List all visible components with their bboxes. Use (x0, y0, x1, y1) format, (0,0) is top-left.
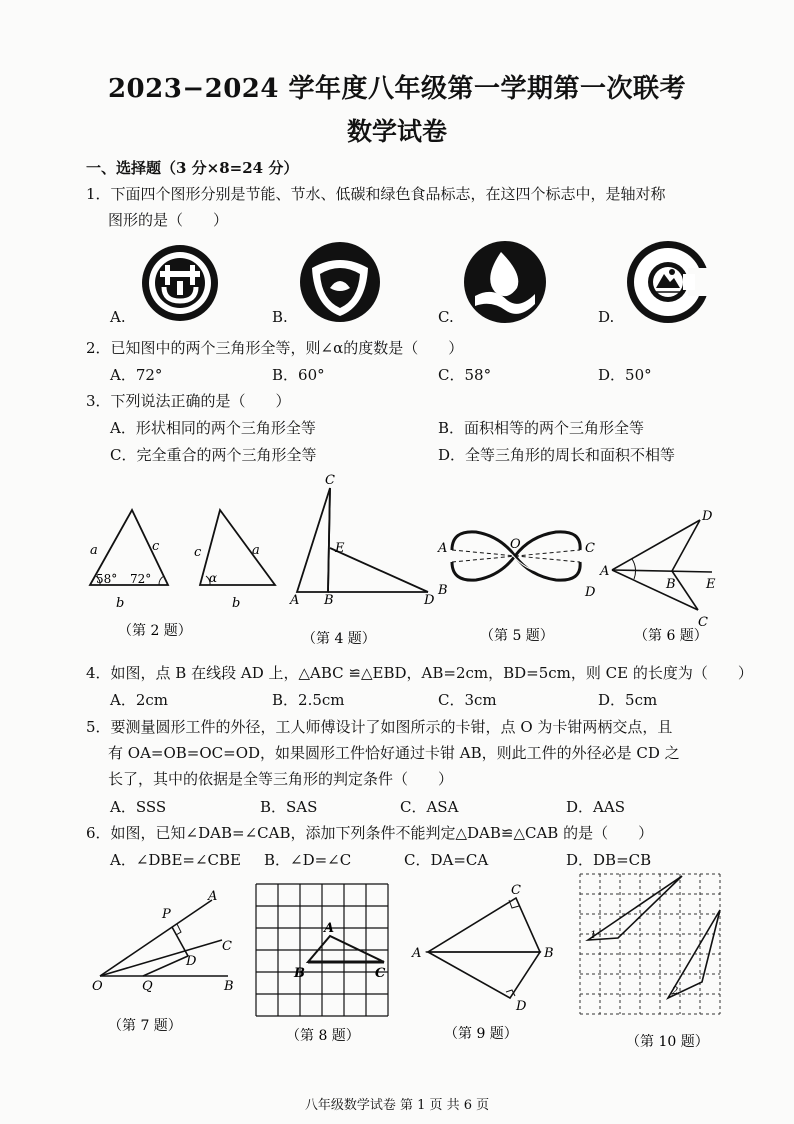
energy-saving-logo (142, 245, 218, 321)
fig8-a: A (324, 921, 335, 936)
fig4-caption: （第 4 题） (302, 631, 376, 647)
q4-option-b: B．2.5cm (272, 691, 345, 709)
fig2-a1: a (90, 543, 98, 558)
q5-line3: 长了，其中的依据是全等三角形的判定条件（ ） (108, 770, 454, 788)
fig7-o: O (92, 979, 103, 994)
q4-option-a: A．2cm (110, 691, 169, 709)
fig2-triangle-2 (194, 510, 275, 611)
fig6-d: D (702, 509, 713, 524)
fig5-d: D (585, 585, 596, 600)
fig6-a: A (600, 564, 610, 579)
fig2-triangle-1 (90, 510, 168, 611)
fig5-c: C (585, 541, 595, 556)
fig4-e: E (335, 541, 345, 556)
q1-line2: 图形的是（ ） (108, 211, 229, 229)
q5-option-b: B．SAS (260, 798, 318, 816)
fig9-b: B (544, 946, 554, 961)
q3-option-b: B．面积相等的两个三角形全等 (438, 419, 645, 437)
section-heading: 一、选择题（3 分×8=24 分） (86, 159, 299, 177)
q2-option-a: A．72° (110, 366, 163, 384)
fig5-a: A (438, 541, 448, 556)
fig2-a2: a (252, 543, 260, 558)
fig9-d: D (516, 999, 527, 1014)
q2-option-d: D．50° (598, 366, 652, 384)
q3-option-d: D．全等三角形的周长和面积不相等 (438, 446, 676, 464)
fig4-diagram (289, 473, 435, 608)
water-saving-logo (300, 242, 380, 322)
fig8-c: C (375, 966, 386, 981)
fig7-q: Q (142, 979, 153, 994)
fig6-b: B (666, 577, 676, 592)
fig9-caption: （第 9 题） (444, 1026, 518, 1042)
q6-option-a: A．∠DBE=∠CBE (110, 851, 241, 869)
fig8-caption: （第 8 题） (286, 1028, 360, 1044)
q1-option-b: B. (272, 308, 288, 326)
fig6-e: E (706, 577, 716, 592)
fig6-diagram (599, 509, 716, 630)
q4-stem: 4．如图，点 B 在线段 AD 上，△ABC ≌△EBD，AB=2cm，BD=5cm，则 CE 的长度为（ ） (86, 664, 753, 682)
q6-option-c: C．DA=CA (404, 851, 489, 869)
green-food-logo (627, 241, 712, 323)
exam-subtitle: 数学试卷 (346, 117, 447, 146)
fig7-a: A (208, 889, 218, 904)
fig7-c: C (222, 939, 232, 954)
fig7-caption: （第 7 题） (108, 1018, 182, 1034)
q5-option-d: D．AAS (566, 798, 625, 816)
fig7-p: P (162, 907, 171, 922)
fig7-b: B (224, 979, 234, 994)
q5-option-c: C．ASA (400, 798, 459, 816)
fig8-b: B (294, 966, 305, 981)
q5-line1: 5．要测量圆形工件的外径，工人师傅设计了如图所示的卡钳，点 O 为卡钳两柄交点，且 (86, 718, 673, 736)
fig6-c: C (698, 615, 708, 630)
fig10-angle-2: 2 (672, 986, 679, 997)
fig8-grid (256, 884, 388, 1016)
fig2-b2: b (232, 596, 241, 611)
fig9-c: C (511, 883, 521, 898)
fig2-angle-58: 58° (96, 572, 118, 586)
q3-option-c: C．完全重合的两个三角形全等 (110, 446, 317, 464)
fig2-c2: c (194, 545, 202, 560)
fig4-d: D (424, 593, 435, 608)
q6-stem: 6．如图，已知∠DAB=∠CAB，添加下列条件不能判定△DAB≌△CAB 的是（ ） (86, 824, 654, 842)
q1-option-a: A. (110, 308, 126, 326)
fig10-angle-1: 1 (590, 930, 597, 941)
fig5-o: O (510, 537, 521, 552)
q3-option-a: A．形状相同的两个三角形全等 (110, 419, 316, 437)
q4-option-c: C．3cm (438, 691, 497, 709)
fig2-angle-72: 72° (130, 572, 152, 586)
fig6-caption: （第 6 题） (634, 628, 708, 644)
page-footer: 八年级数学试卷 第 1 页 共 6 页 (304, 1098, 490, 1113)
q5-option-a: A．SSS (110, 798, 167, 816)
q1-option-c: C. (438, 308, 454, 326)
q1-line1: 1．下面四个图形分别是节能、节水、低碳和绿色食品标志，在这四个标志中，是轴对称 (86, 185, 666, 203)
q2-option-c: C．58° (438, 366, 492, 384)
q1-option-d: D. (598, 308, 615, 326)
low-carbon-logo (464, 241, 546, 323)
fig9-a: A (412, 946, 422, 961)
q6-option-d: D．DB=CB (566, 851, 652, 869)
exam-title: 2023−2024 学年度八年级第一学期第一次联考 (107, 74, 687, 104)
fig2-alpha: α (209, 571, 218, 585)
figure-row-1 (0, 470, 794, 660)
fig2-caption: （第 2 题） (118, 623, 192, 639)
fig2-c1: c (152, 539, 160, 554)
q5-line2: 有 OA=OB=OC=OD，如果圆形工件恰好通过卡钳 AB，则此工件的外径必是 CD 之 (108, 744, 680, 762)
q6-option-b: B．∠D=∠C (264, 851, 352, 869)
fig4-a: A (290, 593, 300, 608)
fig5-caption: （第 5 题） (480, 628, 554, 644)
q4-option-d: D．5cm (598, 691, 658, 709)
figure-row-2 (0, 870, 794, 1060)
q3-stem: 3．下列说法正确的是（ ） (86, 392, 291, 410)
fig9-diagram (411, 883, 554, 1014)
q2-stem: 2．已知图中的两个三角形全等，则∠α的度数是（ ） (86, 339, 464, 357)
fig4-b: B (324, 593, 334, 608)
fig7-diagram (92, 889, 234, 994)
fig7-d: D (186, 954, 197, 969)
fig4-c: C (325, 473, 335, 488)
fig10-caption: （第 10 题） (626, 1034, 709, 1050)
q2-option-b: B．60° (272, 366, 325, 384)
fig5-caliper (437, 532, 596, 600)
fig2-b1: b (116, 596, 125, 611)
fig5-b: B (438, 583, 448, 598)
